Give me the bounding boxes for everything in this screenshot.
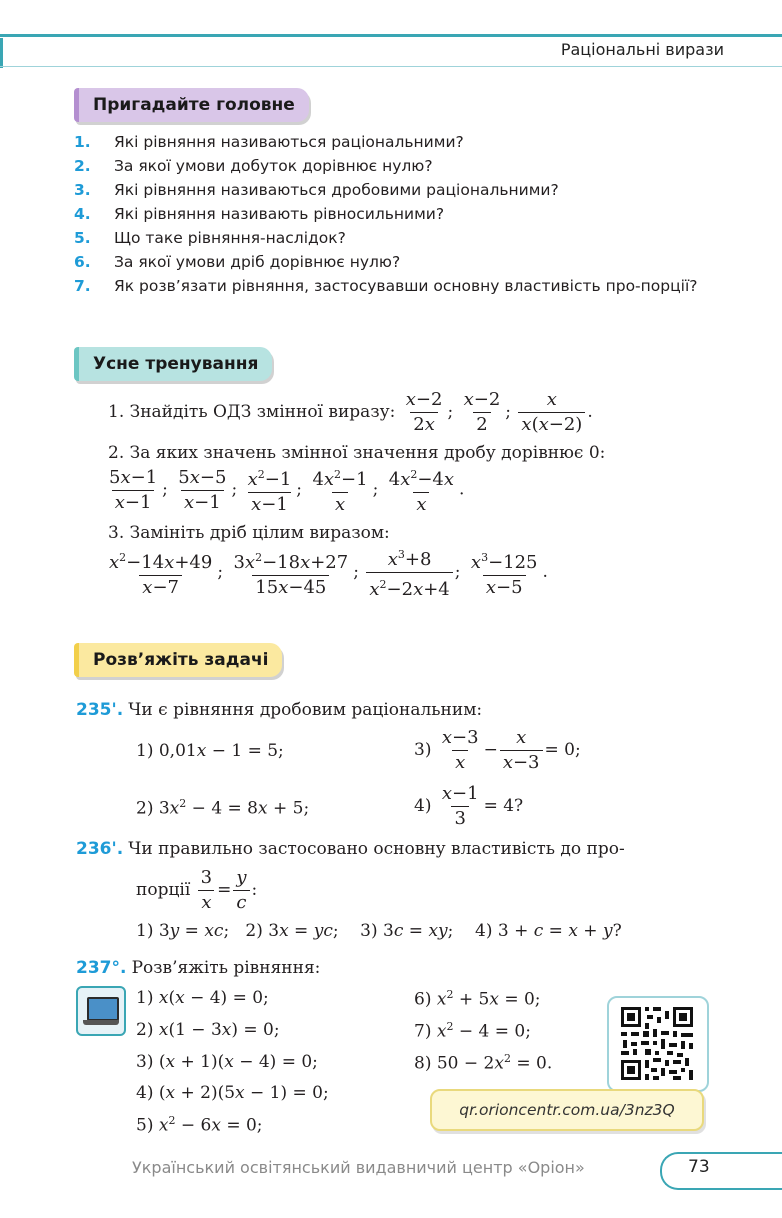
fraction: $\frac{x^3+8}{x^2-2x+4}$ [366, 543, 452, 602]
section-label-solve: Розв’яжіть задачі [74, 643, 282, 677]
list-item [74, 250, 716, 274]
item-text: Які рівняння називаються раціональними? [114, 133, 464, 151]
qr-code[interactable] [607, 996, 709, 1092]
eq-4: 4) (x + 2)(5x − 1) = 0; [136, 1083, 329, 1103]
section-label-oral: Усне тренування [74, 347, 272, 381]
fraction: $\frac{5x-1}{x-1}$ [109, 466, 158, 513]
laptop-icon [76, 986, 126, 1036]
oral-task-1: 1. Знайдіть ОДЗ змінної виразу: $\frac{x-2}{2x}$ ; $\frac{x-2}{2}$ ; $\frac{x}{x(x-2)}$ . [108, 389, 593, 435]
problem-235-item-2: 2) $3x^2 - 4 = 8x + 5$; [136, 797, 310, 819]
eq-6: 6) $x^2 + 5x = 0$; [414, 988, 541, 1010]
problem-236-options: 1) 3y = xc; 2) 3x = yc; 3) 3c = xy; 4) 3 + c = x + y? [136, 921, 622, 941]
item-number: 7. [74, 277, 91, 295]
problem-text-cont: порції [136, 880, 191, 900]
page-number-tab [660, 1152, 782, 1190]
section-label-recall: Пригадайте головне [74, 88, 309, 122]
publisher-footer: Український освітянський видавничий центр «Оріон» [132, 1158, 585, 1177]
item-text: Які рівняння називаються дробовими раціональними? [114, 181, 559, 199]
item-text: Що таке рівняння-наслідок? [114, 229, 346, 247]
list-item [74, 154, 716, 178]
list-item [74, 130, 716, 154]
task-text: 2. За яких значень змінної значення дробу дорівнює 0: [108, 443, 606, 463]
oral-task-3: 3. Замініть дріб цілим виразом: $\frac{x^2-14x+49}{x-7}$ ; $\frac{3x^2-18x+27}{15x-45}$ ; $\frac{x^3+8}{x^2-2x+4}$ ; $\frac{x^3-125}{x-5}$ . [108, 523, 728, 602]
list-item [74, 178, 716, 202]
item-text: За якої умови добуток дорівнює нулю? [114, 157, 433, 175]
item-number: 3. [74, 181, 91, 199]
task-text: 3. Замініть дріб цілим виразом: [108, 523, 390, 543]
eq-1: 1) x(x − 4) = 0; [136, 988, 269, 1008]
qr-link[interactable]: qr.orioncentr.com.ua/3nz3Q [430, 1089, 704, 1131]
problem-number: 236 [76, 839, 112, 859]
fraction: $\frac{x-2}{2}$ [463, 389, 501, 435]
header-accent [0, 38, 3, 68]
problem-235-item-1: 1) 0,01x − 1 = 5; [136, 741, 284, 761]
eq-8: 8) $50 - 2x^2 = 0$. [414, 1052, 553, 1074]
fraction: $\frac{x^2-14x+49}{x-7}$ [109, 550, 213, 598]
problem-235-item-4: 4) $\frac{x-1}{3}$ = 4? [414, 783, 524, 829]
running-title: Раціональні вирази [560, 40, 724, 59]
item-text: Які рівняння називають рівносильними? [114, 205, 445, 223]
problem-text: Чи правильно застосовано основну властивість до про- [128, 839, 625, 859]
eq-3: 3) (x + 1)(x − 4) = 0; [136, 1052, 318, 1072]
oral-exercises [108, 388, 728, 608]
item-number: 2. [74, 157, 91, 175]
header-rule [0, 34, 782, 37]
problem-236-heading: 236'. Чи правильно застосовано основну властивість до про- [76, 839, 625, 859]
fraction: $\frac{4x^2-4x}{x}$ [388, 468, 455, 515]
difficulty-mark: ' [111, 839, 117, 859]
difficulty-mark: ' [111, 700, 117, 720]
problem-235-item-3: 3) $\frac{x-3}{x}$ − $\frac{x}{x-3}$ = 0; [414, 727, 581, 773]
problem-text: Чи є рівняння дробовим раціональним: [128, 700, 483, 720]
list-item [74, 202, 716, 226]
fraction: $\frac{x}{x(x-2)}$ [518, 388, 585, 437]
fraction: $\frac{x-2}{2x}$ [405, 389, 443, 435]
problem-number: 235 [76, 700, 112, 720]
header-underline [0, 66, 782, 67]
fraction: $\frac{5x-5}{x-1}$ [178, 466, 227, 513]
question-list [74, 130, 716, 298]
fraction: $\frac{3x^2-18x+27}{15x-45}$ [233, 550, 349, 598]
list-item [74, 226, 716, 250]
problem-235-heading: 235'. Чи є рівняння дробовим раціональним: [76, 700, 483, 720]
item-number: 4. [74, 205, 91, 223]
item-number: 6. [74, 253, 91, 271]
task-text: 1. Знайдіть ОДЗ змінної виразу: [108, 402, 396, 422]
eq-7: 7) $x^2 - 4 = 0$; [414, 1020, 531, 1042]
eq-5: 5) $x^2 - 6x = 0$; [136, 1114, 263, 1136]
problem-text: Розв’яжіть рівняння: [131, 958, 321, 978]
oral-task-2: 2. За яких значень змінної значення дробу дорівнює 0: $\frac{5x-1}{x-1}$ ; $\frac{5x-5}{x-1}$ ; $\frac{x^2-1}{x-1}$ ; $\frac{4x^2-1}{x}$ ; $\frac{4x^2-4x}{x}$ . [108, 443, 728, 517]
difficulty-mark: ° [111, 958, 120, 978]
problem-237-heading: 237°. Розв’яжіть рівняння: [76, 958, 321, 978]
list-item [74, 274, 716, 298]
fraction: $\frac{x^2-1}{x-1}$ [247, 468, 292, 515]
item-text: Як розв’язати рівняння, застосувавши основну властивість про-порції? [114, 277, 698, 295]
eq-2: 2) x(1 − 3x) = 0; [136, 1020, 280, 1040]
fraction: $\frac{4x^2-1}{x}$ [312, 468, 368, 515]
page-number: 73 [688, 1157, 710, 1177]
fraction: $\frac{x^3-125}{x-5}$ [470, 550, 538, 598]
problem-236-proportion: порції $\frac{3}{x}$ = $\frac{y}{c}$ : [136, 867, 258, 913]
item-text: За якої умови дріб дорівнює нулю? [114, 253, 401, 271]
item-number: 1. [74, 133, 91, 151]
problem-number: 237 [76, 958, 112, 978]
item-number: 5. [74, 229, 91, 247]
